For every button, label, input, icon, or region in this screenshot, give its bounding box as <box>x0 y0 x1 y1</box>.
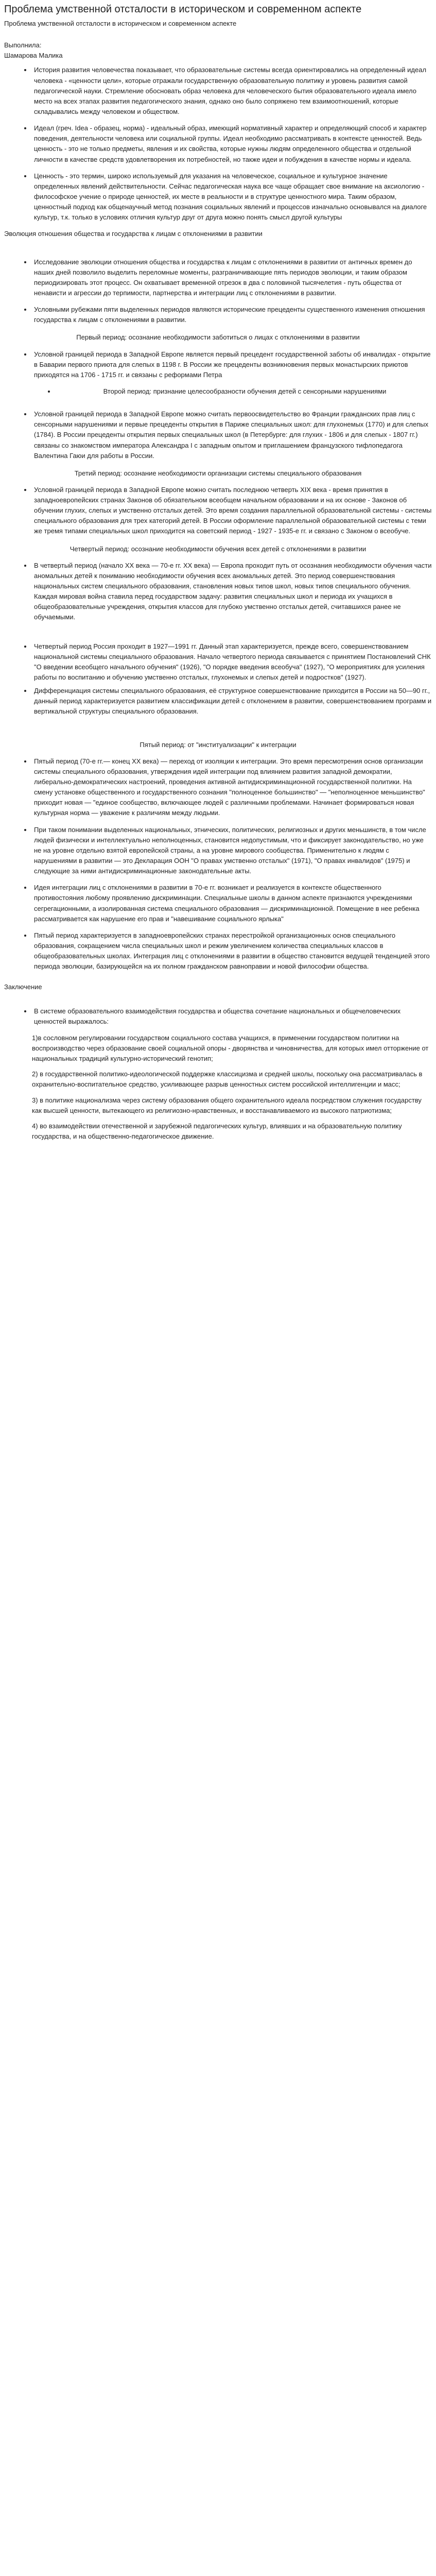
period-2-list <box>4 409 432 461</box>
list-item: • Исследование эволюции отношения общества и государства к лицам с отклонениями в развитии от античных времен до наших дней позволило выделить переломные моменты, разграничивающие пять периодов эволюции, и таким образом периодизировать этот процесс. Он охватывает временной отрезок в два с половиной тысячелетия - путь общества от ненависти и агрессии до терпимости, партнерства и интеграции лиц с отклонениями в развитии. <box>32 257 432 299</box>
page-title: Проблема умственной отсталости в историческом и современном аспекте <box>4 4 362 15</box>
list-item: • В системе образовательного взаимодействия государства и общества сочетание национальных и общечеловеческих ценностей выражалось: <box>32 1006 432 1027</box>
list-item: • Пятый период характеризуется в западноевропейских странах перестройкой организационных основ специального образования, сокращением числа специальных школ и режим увеличением количества специальных классов в общеобразовательных школах. Интеграция лиц с отклонениями в развитии в общество становится ведущей тенденцией этого периода эволюции, базирующейся на их полном гражданском равноправии и новой философии общества. <box>32 930 432 972</box>
period-3-list <box>4 485 432 537</box>
list-item: • Условной границей периода в Западной Европе является первый прецедент государственной заботы об инвалидах - открытие в Баварии первого приюта для слепых в 1198 г. В России же прецеденты возникновения первых монастырских приютов приходятся на 1706 - 1715 гг. и связаны с реформами Петра <box>32 349 432 380</box>
list-item: • Идеал (греч. Idea - образец, норма) - идеальный образ, имеющий нормативный характер и определяющий способ и характер поведения, деятельности человека или социальной группы. Идеал необходимо рассматривать в контексте ценностей. Ведь ценность - это не только предметы, явления и их свойства, которые нужны людям определенного общества и отдельной личности в качестве средств удовлетворения их потребностей, но также идеи и побуждения в качестве нормы и идеала. <box>32 123 432 165</box>
list-item: • Ценность - это термин, широко используемый для указания на человеческое, социальное и культурное значение определенных явлений действительности. Сейчас педагогическая наука все чаще обращает свое внимание на аксиологию - философское учение о природе ценностей, их месте в реальности и в структуре ценностного мира. Таким образом, ценностный подход как общенаучный метод познания социальных явлений и процессов изначально основывался на диалоге культур, т.к. только в условиях отличия культур друг от друга можно понять смысл другой культуры <box>32 171 432 223</box>
evolution-list <box>4 257 432 326</box>
author-label: Выполнила: <box>4 41 42 49</box>
period-3-heading: Третий период: осознание необходимости организации системы специального образования <box>74 469 362 477</box>
list-item: • Условной границей периода в Западной Европе можно считать первоосвидетельство во Франции гражданских прав лиц с сенсорными нарушениями и первые прецеденты открытия в Париже специальных школ: для глухонемых (1770) и для слепых (1784). В России прецеденты открытия первых специальных школ (в Петербурге: для глухих - 1806 и для слепых - 1807 гг.) связаны со знакомством императора Александра I с западным опытом и приглашением французского тифлопедагога Валентина Гаюи для работы в России. <box>32 409 432 461</box>
list-item: • Пятый период (70-е гг.— конец XX века) — переход от изоляции к интеграции. Это время пересмотрения основ организации системы специального образования, утверждения идей интеграции под влиянием развития западной демократии, либерально-демократических настроений, проведения активной антидискриминационной государственной политики. На смену установке общественного и государственного сознания "полноценное большинство" — "неполноценное меньшинство" приходит новая — "единое сообщество, включающее людей с различными проблемами. Начинает формироваться новая культурная норма — уважение к различиям между людьми. <box>32 756 432 819</box>
period-5-heading: Пятый период: от "институализации" к интеграции <box>139 740 297 749</box>
list-item: • История развития человечества показывает, что образовательные системы всегда ориентировались на определенный идеал человека - «ценности цели», которые отражали государственную образовательную политику и уровень развития самой педагогической науки. Стремление обосновать образ человека для человеческого бытия образовательного идеала имело место на всех этапах развития педагогического знания, однако оно было сопряжено тем взаимоотношений, которые складывались между человеком и обществом. <box>32 65 432 117</box>
period-1-heading: Первый период: осознание необходимости заботиться о лицах с отклонениями в развитии <box>76 333 360 342</box>
list-item: • Четвертый период Россия проходит в 1927—1991 гг. Данный этап характеризуется, прежде всего, совершенствованием национальной системы специального образования. Начало четвертого периода связывается с принятием Постановлений СНК "О введении всеобщего начального обучения" (1926), "О порядке введения всеобуча" (1927), "О мероприятиях для усиления работы по воспитанию и обучению умственно отсталых, глухонемых и слепых детей и подростков" (1927). <box>32 641 432 683</box>
period-1-list <box>4 349 432 380</box>
numbered-item: 2) в государственной политико-идеологической поддержке классицизма и средней школы, поскольку она рассматривалась в охранительно-воспитательное средство, усиливающее разрыв ценностных систем российской интеллигенции и масс; <box>32 1070 423 1089</box>
numbered-item: 1)в сословном регулировании государством социального состава учащихся, в применении государством политики на воспроизводство через образование своей социальной опоры - дворянства и чиновничества, для которых имел отторжение от национальных традиций культурно-исторический генотип; <box>32 1033 429 1063</box>
document-page <box>0 0 436 1162</box>
list-item: • В четвертый период (начало XX века — 70-е гг. XX века) — Европа проходит путь от осознания необходимости обучения части аномальных детей к пониманию необходимости обучения всех аномальных детей. Это период совершенствования национальных систем специального образования, становления новых типов школ, новых типов специального обучения. Каждая мировая война ставила перед государством задачу: развития специальных школ и периода их учащихся в общеобразовательные учреждения, открытия классов для глубоко умственно отсталых детей, считавшихся ранее не обучаемыми. <box>32 561 432 623</box>
period-5-list <box>4 756 432 972</box>
conclusion-list <box>4 1006 432 1027</box>
author-name: Шамарова Малика <box>4 52 63 60</box>
section-heading-evolution: Эволюция отношения общества и государства к лицам с отклонениями в развитии <box>4 230 263 238</box>
list-item: • Идея интеграции лиц с отклонениями в развитии в 70-е гг. возникает и реализуется в контексте общественного противостояния любому проявлению дискриминации. Специальные школы в данном аспекте признаются учреждениями сегрегационными, а изолированная система специального образования — дискриминационной. Помещение в нее ребенка рассматривается как нарушение его прав и "навешивание социального ярлыка" <box>32 883 432 924</box>
list-item: • Условными рубежами пяти выделенных периодов являются исторические прецеденты существенного изменения отношения государства к лицам с отклонениями в развитии. <box>32 304 432 325</box>
period-4-heading: Четвертый период: осознание необходимости обучения всех детей с отклонениями в развитии <box>69 545 367 553</box>
numbered-item: 3) в политике национализма через систему образования общего охранительного идеала посредством служения государству как высшей ценности, вытекающего из религиозно-нравственных, и восстанавливаемого из высокого патриотизма; <box>32 1096 422 1114</box>
period-2-heading: • Второй период: признание целесообразности обучения детей с сенсорными нарушениями <box>56 386 432 397</box>
page-subtitle: Проблема умственной отсталости в историческом и современном аспекте <box>4 20 237 27</box>
list-item: • Условной границей периода в Западной Европе можно считать последнюю четверть XIX века - время принятия в западноевропейских странах Законов об обязательном всеобщем начальном образовании и на их основе - Законов об обучении глухих, слепых и умственно отсталых детей. Это время создания параллельной образовательной системы - системы специального образования для трех категорий детей. В России оформление параллельной образовательной системы с теми же тремя типами специальных школ приходится на советский период - 1927 - 1935-е гг. и связано с Законом о всеобуче. <box>32 485 432 537</box>
period-2-heading-list <box>4 386 432 397</box>
period-4-russia-list <box>4 641 432 717</box>
conclusion-numbered-list <box>4 1033 432 1142</box>
period-4-list <box>4 561 432 623</box>
intro-list <box>4 65 432 223</box>
numbered-item: 4) во взаимодействии отечественной и зарубежной педагогических культур, влиявших и на образовательную политику государства, и на общественно-педагогическое движение. <box>32 1122 402 1140</box>
list-item: • Дифференциация системы специального образования, её структурное совершенствование приходится в России на 50—90 гг., данный период характеризуется развитием классификации детей с отклонением в развитии, совершенствованием программ и вертикальной структуры специального образования. <box>32 686 432 717</box>
list-item: • При таком понимании выделенных национальных, этнических, политических, религиозных и других меньшинств, в том числе людей физически и интеллектуально неполноценных, становится недопустимым, что и фиксирует законодательство, но уже не на уровне отдельно взятой европейской страны, а на уровне мирового сообщества. Применительно к людям с нарушениями в развитии — это Декларация ООН "О правах умственно отсталых" (1971), "О правах инвалидов" (1975) и следующие за ними антидискриминационные законодательные акты. <box>32 825 432 877</box>
conclusion-heading: Заключение <box>4 983 42 991</box>
